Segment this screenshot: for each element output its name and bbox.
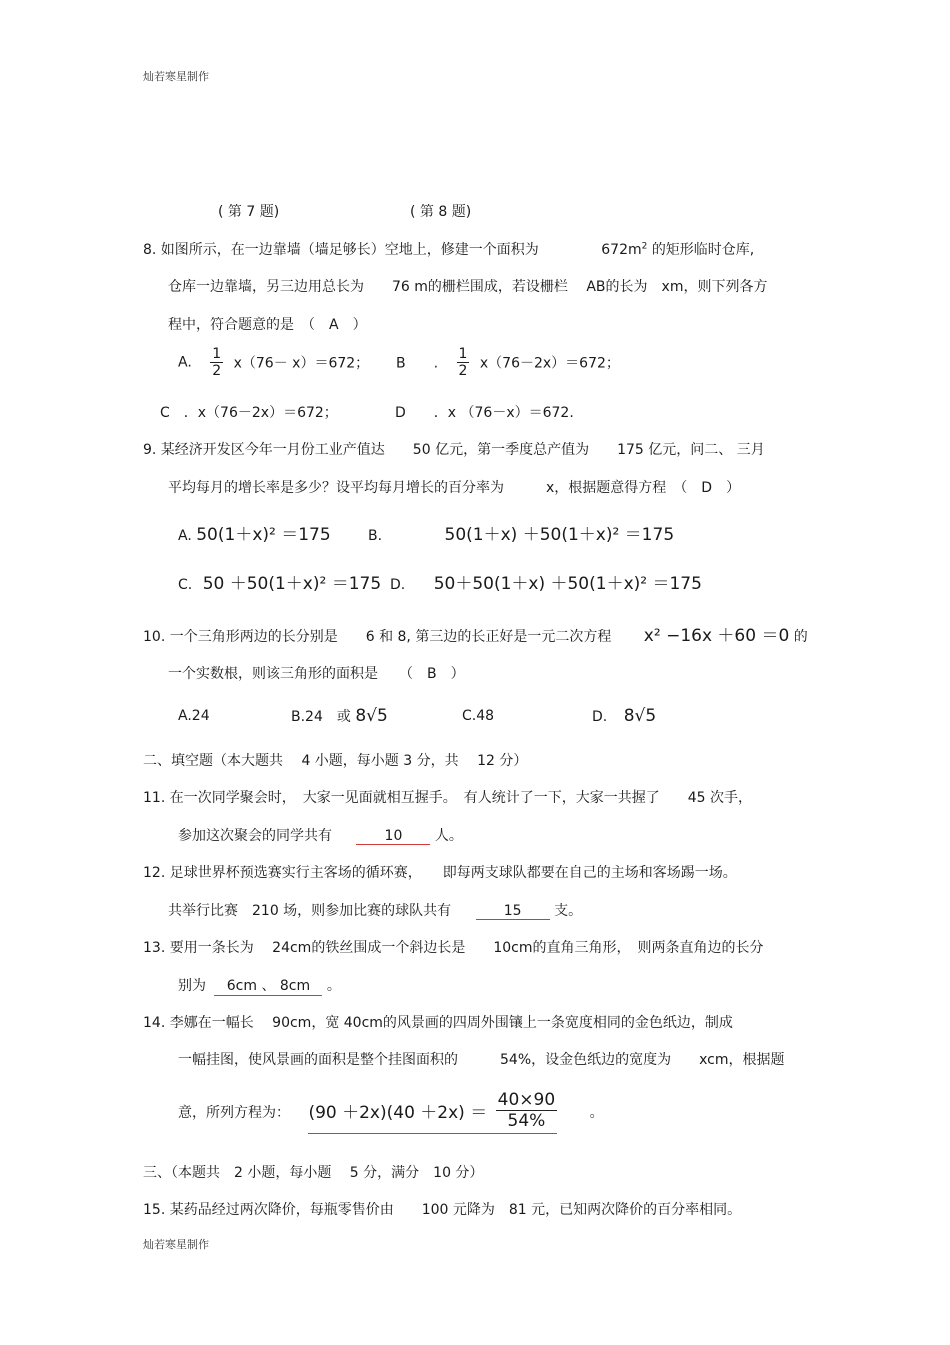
q10-option-b-label: B.24 或 — [291, 709, 351, 725]
section-2-title: 二、填空题（本大题共 4 小题，每小题 3 分，共 12 分） — [143, 753, 528, 769]
q8-option-d: D ．x （76－x）＝672. — [395, 405, 574, 421]
q8-option-a-fraction — [210, 346, 223, 379]
q9-option-b-label: B. — [368, 528, 383, 544]
q10-line-2: 一个实数根，则该三角形的面积是 （ B ） — [168, 666, 465, 682]
q9-option-a-label: A. — [178, 528, 192, 544]
q13-line-2-end: 。 — [326, 978, 341, 994]
q8-line-1-text: 8. 如图所示，在一边靠墙（墙足够长）空地上，修建一个面积为 — [143, 242, 539, 258]
q8-option-a-fraction-den: 2 — [212, 363, 222, 379]
q14-answer-numerator: 40×90 — [497, 1090, 556, 1110]
q12-line-2 — [168, 900, 582, 920]
q12-answer: 15 — [476, 903, 550, 920]
q11-answer: 10 — [356, 828, 430, 845]
q9-option-c-label: C. — [178, 577, 193, 593]
q8-option-b-expr: x（76－2x）＝672； — [479, 355, 620, 372]
q10-option-d — [592, 706, 656, 726]
q8-option-a — [178, 346, 369, 379]
q13-line-1: 13. 要用一条长为 24cm的铁丝围成一个斜边长是 10cm的直角三角形， 则两条直角边的长分 — [143, 940, 764, 956]
q9-option-c — [178, 569, 381, 594]
q8-option-b-fraction-den: 2 — [458, 363, 468, 379]
caption-question-7: ( 第 7 题) — [218, 204, 280, 220]
q12-line-1: 12. 足球世界杯预选赛实行主客场的循环赛， 即每两支球队都要在自己的主场和客场踢一场。 — [143, 865, 737, 881]
q11-line-2 — [178, 825, 463, 845]
footer-watermark: 灿若寒星制作 — [143, 1238, 209, 1251]
section-3-title: 三、（本题共 2 小题，每小题 5 分，满分 10 分） — [143, 1165, 484, 1181]
q9-line-1: 9. 某经济开发区今年一月份工业产值达 50 亿元，第一季度总产值为 175 亿元，问二、 三月 — [143, 442, 765, 458]
q8-option-b — [396, 346, 620, 379]
q9-option-d — [390, 569, 702, 594]
q8-line-1-end: 的矩形临时仓库, — [651, 242, 755, 258]
q14-answer-lhs: (90 ＋2x)(40 ＋2x) ＝ — [308, 1103, 488, 1123]
q10-line-1-end: 的 — [793, 629, 808, 645]
q9-line-2: 平均每月的增长率是多少？设平均每月增长的百分率为 x，根据题意得方程 （ D ） — [168, 480, 741, 496]
q9-option-a — [178, 520, 331, 545]
q8-option-b-fraction-num: 1 — [458, 346, 468, 362]
q10-option-d-label: D. — [592, 709, 608, 725]
header-watermark: 灿若寒星制作 — [143, 70, 209, 83]
q8-option-b-fraction — [457, 346, 470, 379]
caption-question-8: ( 第 8 题) — [410, 204, 472, 220]
q10-option-b-expr: 8√5 — [355, 706, 388, 726]
q14-line-1: 14. 李娜在一幅长 90cm，宽 40cm的风景画的四周外围镶上一条宽度相同的金色纸边，制成 — [143, 1015, 733, 1031]
q11-line-2-end: 人。 — [434, 828, 463, 844]
q15-line-1: 15. 某药品经过两次降价，每瓶零售价由 100 元降为 81 元，已知两次降价的百分率相同。 — [143, 1202, 742, 1218]
q8-area: 672m — [601, 242, 642, 258]
q14-line-3-text: 意，所列方程为： — [178, 1105, 290, 1121]
q10-line-1-text: 10. 一个三角形两边的长分别是 6 和 8, 第三边的长正好是一元二次方程 — [143, 629, 612, 645]
q10-line-1 — [143, 621, 808, 646]
q10-option-d-expr: 8√5 — [623, 706, 657, 726]
q9-option-d-label: D. — [390, 577, 406, 593]
q13-answer: 6cm 、 8cm — [214, 975, 322, 996]
q8-option-a-label: A. — [178, 354, 192, 371]
q9-option-a-expr: 50(1＋x)² ＝175 — [196, 525, 331, 545]
q8-option-a-fraction-num: 1 — [212, 346, 222, 362]
q14-line-3-end: 。 — [589, 1105, 604, 1121]
q8-line-3: 程中，符合题意的是 （ A ） — [168, 317, 367, 333]
q13-line-2 — [178, 975, 341, 996]
q8-line-2: 仓库一边靠墙，另三边用总长为 76 m的栅栏围成，若设栅栏 AB的长为 xm，则下列各方 — [168, 279, 768, 295]
q8-area-exponent: 2 — [641, 241, 648, 252]
q14-line-2: 一幅挂图，使风景画的面积是整个挂图面积的 54%，设金色纸边的宽度为 xcm，根据题 — [178, 1052, 785, 1068]
q9-option-c-expr: 50 ＋50(1＋x)² ＝175 — [202, 574, 382, 594]
q8-option-a-expr: x（76－ x）＝672； — [233, 355, 370, 372]
q14-line-3 — [178, 1090, 604, 1134]
q9-option-d-expr: 50＋50(1＋x) ＋50(1＋x)² ＝175 — [433, 574, 702, 594]
q13-line-2-text: 别为 — [178, 978, 206, 994]
q9-option-b-expr: 50(1＋x) ＋50(1＋x)² ＝175 — [444, 525, 675, 545]
q14-answer-fraction — [496, 1090, 558, 1131]
q14-answer — [308, 1090, 557, 1134]
q8-option-c: C ．x（76－2x）＝672； — [160, 405, 338, 421]
q10-option-c: C.48 — [462, 708, 495, 724]
q8-line-1 — [143, 239, 754, 259]
q11-line-2-text: 参加这次聚会的同学共有 — [178, 828, 332, 844]
q11-line-1: 11. 在一次同学聚会时， 大家一见面就相互握手。 有人统计了一下，大家一共握了 45 次手， — [143, 790, 752, 806]
q10-option-b — [291, 706, 388, 726]
q14-answer-denominator: 54% — [496, 1110, 558, 1131]
q12-line-2-text: 共举行比赛 210 场，则参加比赛的球队共有 — [168, 903, 452, 919]
q12-line-2-end: 支。 — [554, 903, 583, 919]
q10-option-a: A.24 — [178, 708, 210, 724]
q9-option-b — [368, 520, 674, 545]
q8-option-b-label: B . — [396, 355, 439, 372]
q10-equation: x² −16x ＋60 ＝0 — [643, 626, 790, 646]
